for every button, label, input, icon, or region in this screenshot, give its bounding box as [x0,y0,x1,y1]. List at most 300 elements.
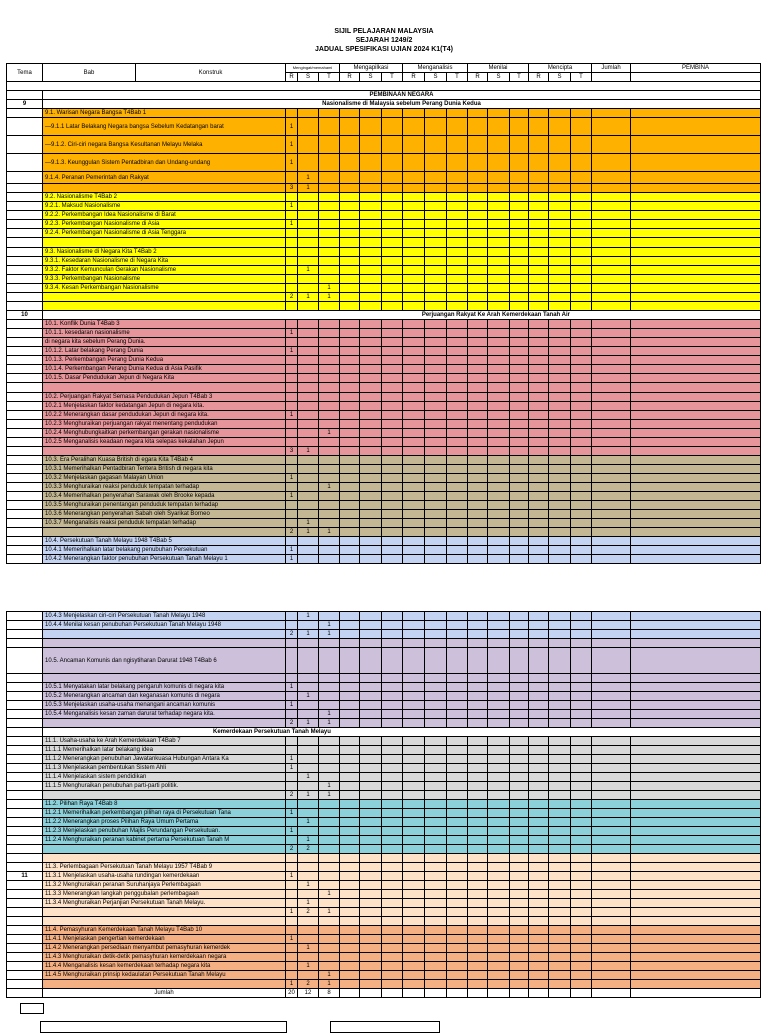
score-cell [468,118,488,136]
score-cell [571,519,592,528]
score-cell [447,546,468,555]
spec-table-page-2 [6,611,761,998]
pembina-cell [631,962,761,971]
score-cell [468,926,488,935]
score-cell [549,211,571,220]
score-cell [403,154,425,172]
score-cell [468,845,488,854]
score-cell [340,872,360,881]
score-cell [360,211,382,220]
score-cell [510,648,529,674]
score-cell [360,746,382,755]
pembina-cell [631,456,761,465]
score-cell [447,284,468,293]
score-cell [425,238,447,248]
score-cell [340,154,360,172]
konstruk-cell: 10.5.3 Menjelaskan usaha-usaha menangani ancaman komunis [43,701,286,710]
score-cell [488,962,510,971]
score-cell [571,621,592,630]
score-cell [403,136,425,154]
konstruk-cell: 11.3.1 Menjelaskan usaha-usaha rundingan kemerdekaan [43,872,286,881]
score-cell [382,266,403,275]
konstruk-cell: 11.3.3 Menerangkan langkah penggubalan perlembagaan [43,890,286,899]
r-cell: 1 [286,474,298,483]
t-cell [319,356,340,365]
table-row [7,474,761,483]
t-cell [319,683,340,692]
score-cell [510,293,529,302]
score-cell [340,172,360,184]
score-cell [549,447,571,456]
table-row [7,764,761,773]
table-row [7,639,761,648]
score-cell [403,229,425,238]
score-cell [529,962,549,971]
score-cell [360,202,382,211]
footer-field-right [330,1021,440,1033]
s-cell: 1 [298,184,319,193]
score-cell [360,630,382,639]
score-cell [529,639,549,648]
title-line-3: JADUAL SPESIFIKASI UJIAN 2024 K1(T4) [315,46,453,53]
score-cell [447,971,468,980]
jumlah-cell [592,420,631,429]
r-cell [286,863,298,872]
score-cell [447,980,468,989]
score-cell [447,257,468,266]
pembina-cell [631,908,761,917]
score-cell [549,782,571,791]
score-cell [571,980,592,989]
score-cell [360,701,382,710]
konstruk-cell [43,845,286,854]
pembina-cell [631,764,761,773]
score-cell [510,447,529,456]
t-cell: 1 [319,284,340,293]
score-cell [468,184,488,193]
table-row [7,172,761,184]
score-cell [529,845,549,854]
score-cell [340,546,360,555]
score-cell [571,229,592,238]
s-cell [298,890,319,899]
table-row [7,746,761,755]
score-cell [360,764,382,773]
score-cell [510,492,529,501]
score-cell [549,764,571,773]
score-cell [447,456,468,465]
table-row [7,438,761,447]
score-cell [488,438,510,447]
score-cell [425,917,447,926]
score-cell [488,791,510,800]
jumlah-cell [592,944,631,953]
t-cell [319,465,340,474]
score-cell [571,845,592,854]
r-cell [286,338,298,347]
score-cell [382,980,403,989]
score-cell [529,510,549,519]
konstruk-cell: 9.2.3. Perkembangan Nasionalisme di Asia [43,220,286,229]
score-cell [488,971,510,980]
konstruk-cell [43,238,286,248]
score-cell [447,555,468,564]
score-cell [510,172,529,184]
jumlah-cell [592,980,631,989]
score-cell [425,683,447,692]
tema-cell [7,438,43,447]
jumlah-cell [592,483,631,492]
score-cell [468,338,488,347]
score-cell [571,755,592,764]
konstruk-cell: 10.2.2 Menerangkan dasar pendudukan Jepun di negara kita. [43,411,286,420]
score-cell [549,528,571,537]
score-cell [529,944,549,953]
jumlah-cell [592,257,631,266]
tema-cell [7,612,43,621]
table-row [7,854,761,863]
konstruk-cell: 10.4.2 Menerangkan faktor penubuhan Persekutuan Tanah Melayu 1 [43,555,286,564]
pembina-cell [631,537,761,546]
t-cell: 1 [319,908,340,917]
s-cell: 1 [298,881,319,890]
score-cell [549,202,571,211]
r-cell: 1 [286,546,298,555]
score-cell [340,329,360,338]
score-cell [360,402,382,411]
s-cell [298,211,319,220]
s-cell [298,456,319,465]
score-cell [403,962,425,971]
pembina-cell [631,555,761,564]
score-cell [529,266,549,275]
score-cell [529,621,549,630]
score-cell [468,881,488,890]
r-cell: 1 [286,154,298,172]
pembina-cell [631,854,761,863]
t-cell [319,402,340,411]
score-cell [382,302,403,311]
score-cell [403,302,425,311]
score-cell [360,980,382,989]
score-cell [403,465,425,474]
score-cell [529,555,549,564]
score-cell [468,674,488,683]
jumlah-cell [592,320,631,329]
score-cell [425,701,447,710]
score-cell [382,782,403,791]
score-cell [468,971,488,980]
score-cell [549,980,571,989]
score-cell [360,800,382,809]
t-cell [319,275,340,284]
score-cell [340,791,360,800]
score-cell [447,818,468,827]
score-cell [425,746,447,755]
t-cell [319,393,340,402]
score-cell [360,537,382,546]
score-cell [571,193,592,202]
score-cell [510,818,529,827]
score-cell [425,674,447,683]
konstruk-cell: 9.2. Nasionalisme T4Bab 2 [43,193,286,202]
score-cell [510,782,529,791]
r-cell [286,320,298,329]
score-cell [549,257,571,266]
score-cell [571,648,592,674]
score-cell [403,393,425,402]
r-cell: 1 [286,329,298,338]
score-cell [529,827,549,836]
pembina-cell [631,411,761,420]
score-cell [447,764,468,773]
jumlah-cell [592,248,631,257]
score-cell [425,800,447,809]
score-cell [529,429,549,438]
tema-cell [7,356,43,365]
konstruk-cell: 10.3.2 Menjelaskan gagasan Malayan Union [43,474,286,483]
score-cell [360,266,382,275]
konstruk-cell: 10.1.1. kesedaran nasionalisme [43,329,286,338]
pembina-cell [631,674,761,683]
t-cell [319,953,340,962]
r-cell [286,238,298,248]
score-cell [382,284,403,293]
tema-cell [7,501,43,510]
score-cell [425,266,447,275]
jumlah-cell [592,639,631,648]
table-row [7,193,761,202]
title-line-2: SEJARAH 1249/2 [355,37,413,44]
score-cell [447,238,468,248]
score-cell [510,154,529,172]
score-cell [488,275,510,284]
score-cell [360,971,382,980]
score-cell [529,383,549,393]
score-cell [488,683,510,692]
score-cell [488,501,510,510]
score-cell [360,136,382,154]
score-cell [403,546,425,555]
score-cell [488,737,510,746]
jumlah-cell [592,674,631,683]
score-cell [360,621,382,630]
table-row [7,782,761,791]
t-cell [319,501,340,510]
r-cell [286,229,298,238]
score-cell [403,266,425,275]
konstruk-cell: 10.2.3 Menghuraikan perjuangan rakyat menentang pendudukan [43,420,286,429]
score-cell [360,483,382,492]
jumlah-cell [592,827,631,836]
pembina-cell [631,220,761,229]
score-cell [340,257,360,266]
score-cell [447,683,468,692]
score-cell [403,365,425,374]
score-cell [425,483,447,492]
s-cell [298,136,319,154]
s-cell [298,474,319,483]
t-cell [319,555,340,564]
score-cell [510,456,529,465]
score-cell [529,935,549,944]
s-cell [298,827,319,836]
score-cell [571,365,592,374]
score-cell [425,692,447,701]
col-bab: Bab [43,64,136,82]
pembina-cell [631,211,761,220]
score-cell [549,800,571,809]
score-cell [468,719,488,728]
score-cell [403,953,425,962]
score-cell [571,402,592,411]
t-cell [319,809,340,818]
score-cell [340,519,360,528]
score-cell [510,863,529,872]
score-cell [382,154,403,172]
sub-s: S [298,73,319,82]
sub-s: S [488,73,510,82]
score-cell [340,836,360,845]
score-cell [447,229,468,238]
table-row [7,501,761,510]
pembina-cell [631,229,761,238]
t-cell [319,172,340,184]
score-cell [360,519,382,528]
table-row [7,220,761,229]
score-cell [425,229,447,238]
score-cell [549,411,571,420]
table-row [7,674,761,683]
tema-cell [7,136,43,154]
score-cell [360,648,382,674]
score-cell [447,172,468,184]
table-row [7,347,761,356]
score-cell [468,818,488,827]
score-cell [425,809,447,818]
t-cell [319,266,340,275]
r-cell [286,383,298,393]
score-cell [360,275,382,284]
score-cell [447,917,468,926]
r-cell: 1 [286,220,298,229]
jumlah-cell [592,347,631,356]
score-cell [340,266,360,275]
r-cell [286,429,298,438]
score-cell [468,356,488,365]
score-cell [549,537,571,546]
score-cell [382,764,403,773]
konstruk-cell: 9.2.2. Perkembangan Idea Nasionalisme di Barat [43,211,286,220]
score-cell [571,872,592,881]
r-cell [286,393,298,402]
score-cell [360,782,382,791]
r-cell [286,639,298,648]
score-cell [447,692,468,701]
score-cell [360,555,382,564]
score-cell [488,411,510,420]
score-cell [403,275,425,284]
tema-cell [7,926,43,935]
jumlah-cell [592,172,631,184]
score-cell [571,456,592,465]
konstruk-cell: 11.4.4 Menganalisis kesan kemerdekaan terhadap negara kita [43,962,286,971]
jumlah-cell [592,356,631,365]
konstruk-cell [43,528,286,537]
score-cell [488,293,510,302]
score-cell [468,917,488,926]
score-cell [360,944,382,953]
score-cell [382,630,403,639]
pembina-cell [631,383,761,393]
score-cell [571,393,592,402]
s-cell [298,347,319,356]
tema-cell [7,701,43,710]
score-cell [571,184,592,193]
s-cell [298,374,319,383]
s-cell [298,320,319,329]
score-cell [340,136,360,154]
t-cell [319,193,340,202]
score-cell [571,257,592,266]
score-cell [425,154,447,172]
tema-cell [7,836,43,845]
score-cell [403,782,425,791]
s-cell [298,302,319,311]
r-cell [286,302,298,311]
konstruk-cell [43,917,286,926]
score-cell [488,980,510,989]
score-cell [382,971,403,980]
r-cell: 2 [286,845,298,854]
table-row [7,836,761,845]
score-cell [447,374,468,383]
konstruk-cell: 10.1.4. Perkembangan Perang Dunia Kedua di Asia Pasifik [43,365,286,374]
jumlah-cell [592,229,631,238]
konstruk-cell: 9.1. Warisan Negara Bangsa T4Bab 1 [43,109,286,118]
score-cell [468,809,488,818]
pembina-cell [631,109,761,118]
pembina-cell [631,465,761,474]
score-cell [447,338,468,347]
t-cell [319,374,340,383]
table-row [7,546,761,555]
t-cell [319,238,340,248]
score-cell [571,710,592,719]
col-pembina: PEMBINA [631,64,761,73]
score-cell [468,510,488,519]
score-cell [468,836,488,845]
score-cell [488,555,510,564]
table-row [7,899,761,908]
r-cell: 2 [286,791,298,800]
score-cell [571,881,592,890]
s-cell [298,238,319,248]
score-cell [468,791,488,800]
score-cell [360,953,382,962]
t-cell: 1 [319,293,340,302]
score-cell [529,393,549,402]
score-cell [549,854,571,863]
score-cell [403,639,425,648]
pembina-cell [631,184,761,193]
score-cell [425,621,447,630]
s-cell [298,501,319,510]
score-cell [382,257,403,266]
pembina-cell [631,782,761,791]
table-row [7,612,761,621]
score-cell [403,474,425,483]
